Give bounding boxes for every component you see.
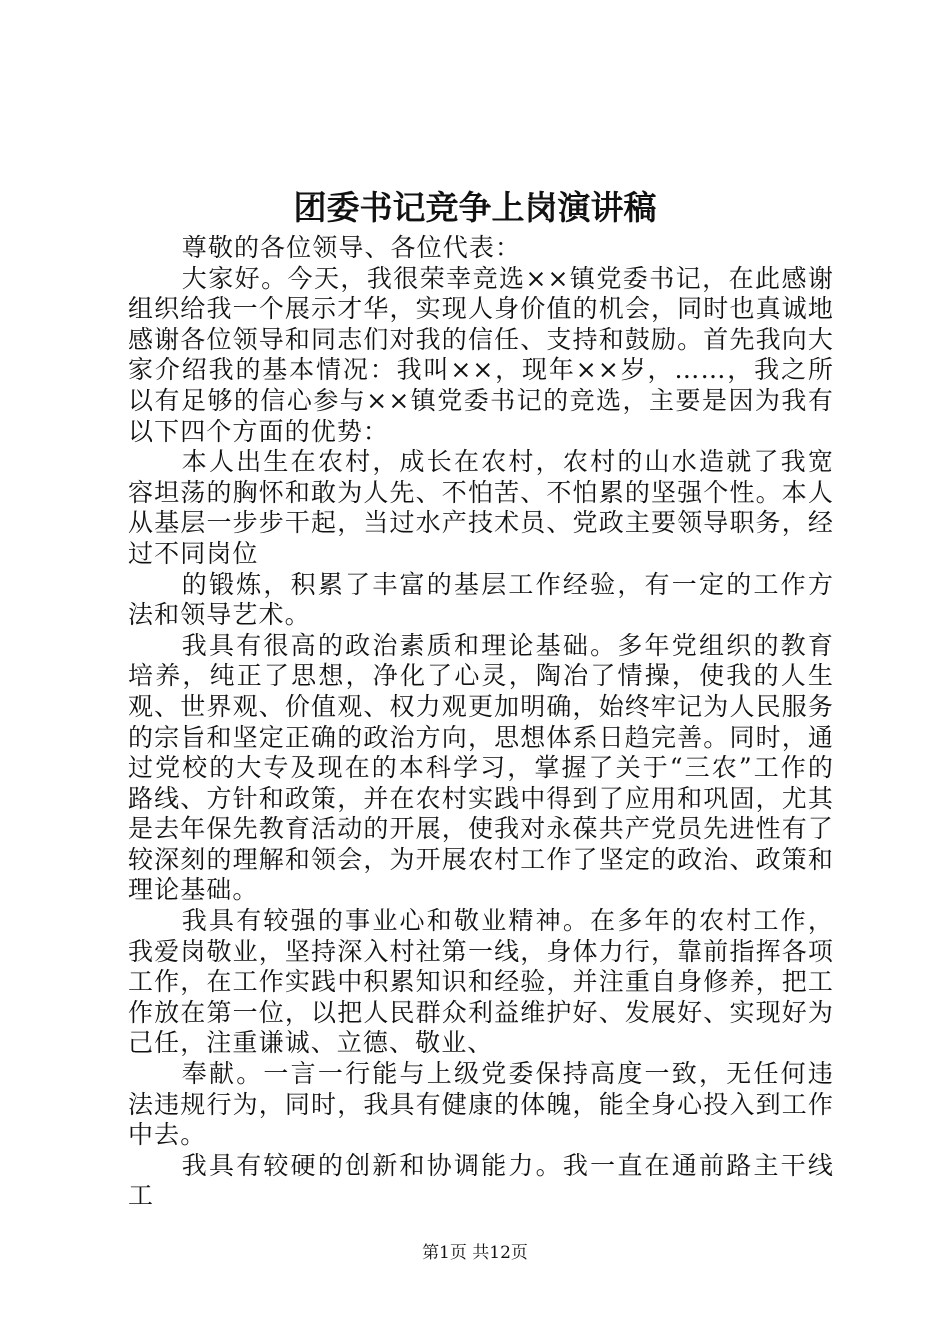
- document-title: 团委书记竞争上岗演讲稿: [293, 188, 657, 227]
- document-body: [128, 233, 834, 1212]
- background-continued-paragraph: 的锻炼，积累了丰富的基层工作经验，有一定的工作方法和领导艺术。: [128, 569, 834, 630]
- salutation-paragraph: 尊敬的各位领导、各位代表：: [181, 233, 522, 262]
- page-footer: 第1页 共12页: [422, 1243, 528, 1263]
- innovation-paragraph: 我具有较硬的创新和协调能力。我一直在通前路主干线工: [128, 1150, 834, 1211]
- background-paragraph: 本人出生在农村，成长在农村，农村的山水造就了我宽容坦荡的胸怀和敢为人先、不怕苦、不怕累的坚强个性。本人从基层一步步干起，当过水产技术员、党政主要领导职务，经过不同岗位: [128, 447, 834, 568]
- political-quality-paragraph: 我具有很高的政治素质和理论基础。多年党组织的教育培养，纯正了思想，净化了心灵，陶冶了情操，使我的人生观、世界观、价值观、权力观更加明确，始终牢记为人民服务的宗旨和坚定正确的政治方向，思想体系日趋完善。同时，通过党校的大专及现在的本科学习，掌握了关于“三农”工作的路线、方针和政策，并在农村实践中得到了应用和巩固，尤其是去年保先教育活动的开展，使我对永葆共产党员先进性有了较深刻的理解和领会，为开展农村工作了坚定的政治、政策和理论基础。: [128, 630, 834, 905]
- dedication-continued-paragraph: 奉献。一言一行能与上级党委保持高度一致，无任何违法违规行为，同时，我具有健康的体魄，能全身心投入到工作中去。: [128, 1059, 834, 1150]
- dedication-paragraph: 我具有较强的事业心和敬业精神。在多年的农村工作，我爱岗敬业，坚持深入村社第一线，身体力行，靠前指挥各项工作，在工作实践中积累知识和经验，并注重自身修养，把工作放在第一位，以把人民群众利益维护好、发展好、实现好为己任，注重谦诚、立德、敬业、: [128, 906, 834, 1058]
- intro-paragraph: 大家好。今天，我很荣幸竞选××镇党委书记，在此感谢组织给我一个展示才华，实现人身价值的机会，同时也真诚地感谢各位领导和同志们对我的信任、支持和鼓励。首先我向大家介绍我的基本情况：我叫××，现年××岁，……，我之所以有足够的信心参与××镇党委书记的竞选，主要是因为我有以下四个方面的优势：: [128, 263, 834, 446]
